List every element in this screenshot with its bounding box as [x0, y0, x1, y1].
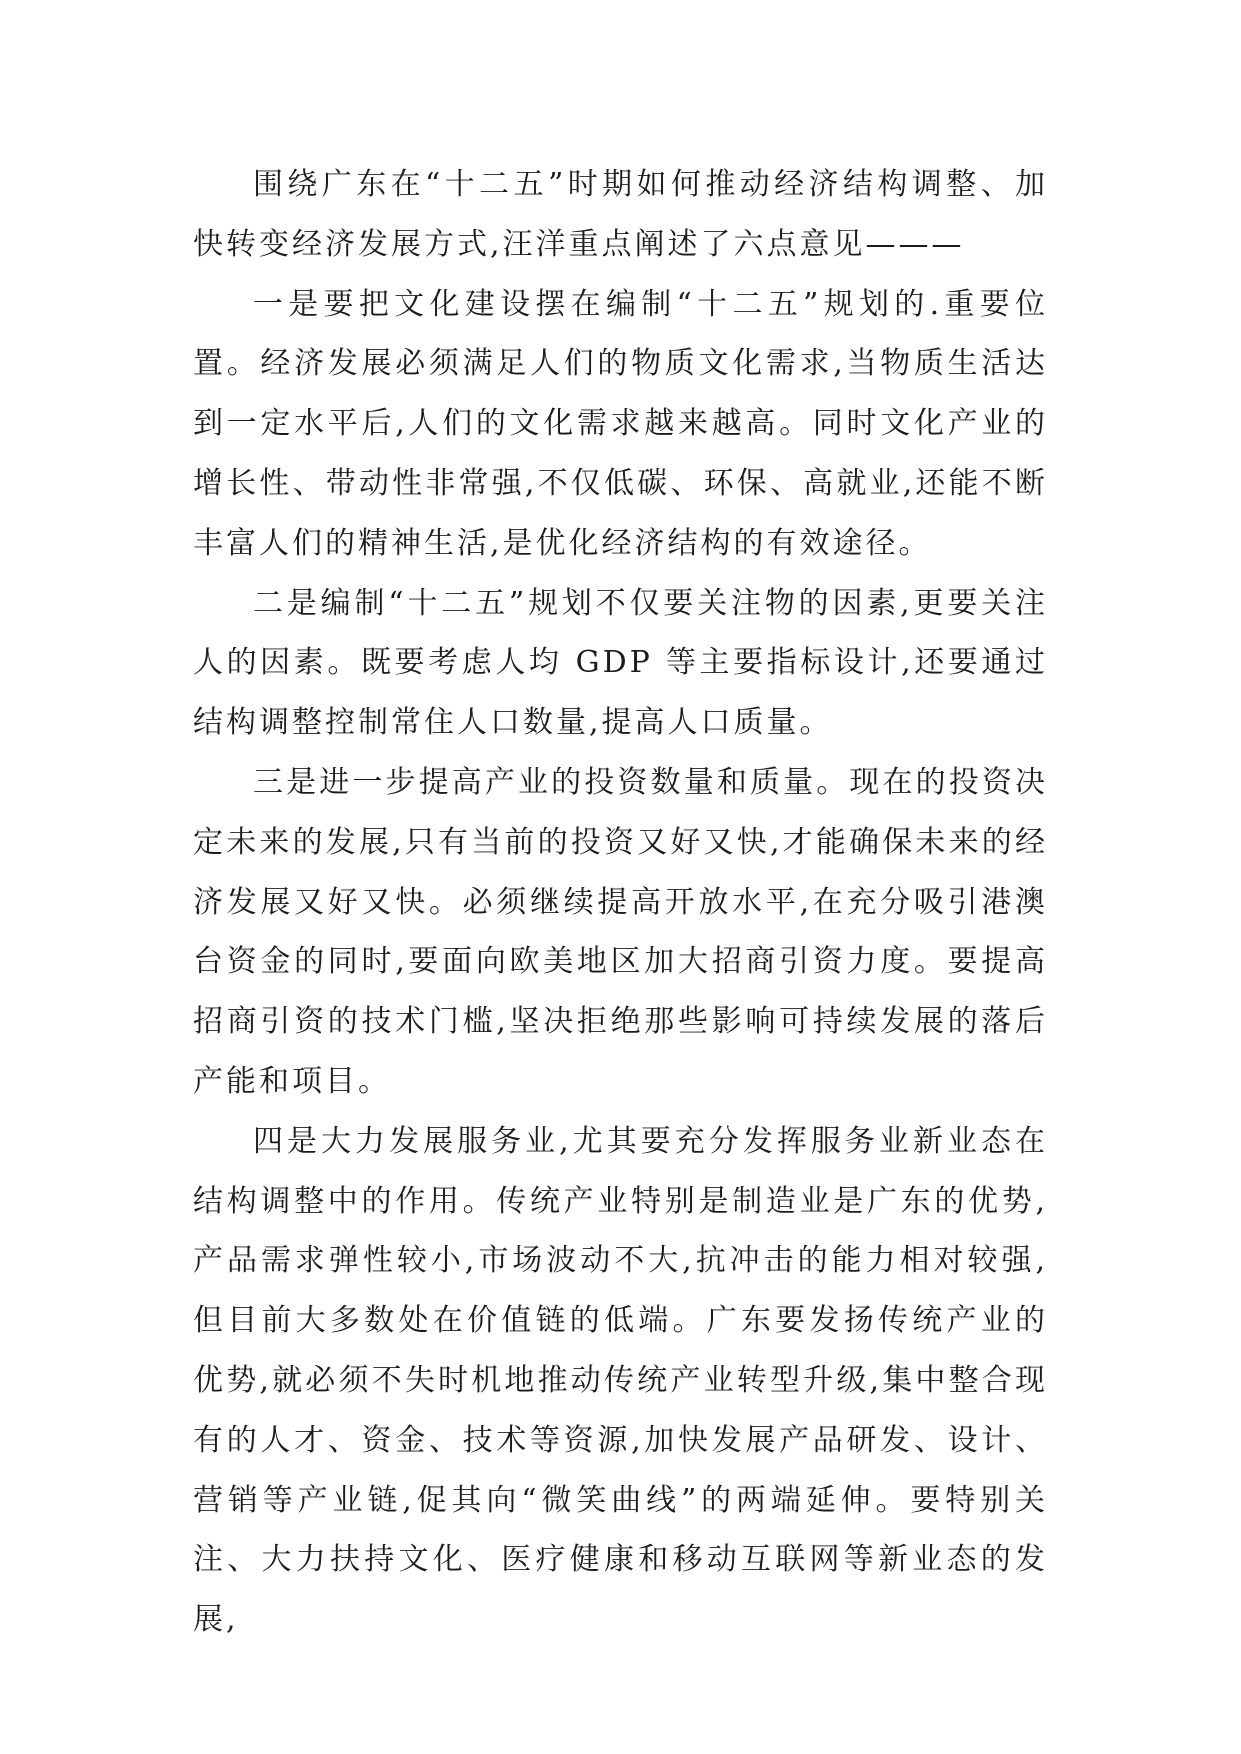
paragraph-point-3: 三是进一步提高产业的投资数量和质量。现在的投资决定未来的发展,只有当前的投资又好又快,才能确保未来的经济发展又好又快。必须继续提高开放水平,在充分吸引港澳台资金的同时,要面向欧美地区加大招商引资力度。要提高招商引资的技术门槛,坚决拒绝那些影响可持续发展的落后产能和项目。: [193, 764, 1048, 1099]
paragraph-point-2: 二是编制“十二五”规划不仅要关注物的因素,更要关注人的因素。既要考虑人均 GDP 等主要指标设计,还要通过结构调整控制常住人口数量,提高人口质量。: [193, 585, 1048, 741]
document-body: [193, 155, 1048, 1650]
paragraph-point-4: 四是大力发展服务业,尤其要充分发挥服务业新业态在结构调整中的作用。传统产业特别是制造业是广东的优势,产品需求弹性较小,市场波动不大,抗冲击的能力相对较强,但目前大多数处在价值链的低端。广东要发扬传统产业的优势,就必须不失时机地推动传统产业转型升级,集中整合现有的人才、资金、技术等资源,加快发展产品研发、设计、营销等产业链,促其向“微笑曲线”的两端延伸。要特别关注、大力扶持文化、医疗健康和移动互联网等新业态的发展,: [193, 1123, 1048, 1638]
paragraph-point-1: 一是要把文化建设摆在编制“十二五”规划的.重要位置。经济发展必须满足人们的物质文化需求,当物质生活达到一定水平后,人们的文化需求越来越高。同时文化产业的增长性、带动性非常强,不仅低碳、环保、高就业,还能不断丰富人们的精神生活,是优化经济结构的有效途径。: [193, 286, 1048, 561]
paragraph-intro: 围绕广东在“十二五”时期如何推动经济结构调整、加快转变经济发展方式,汪洋重点阐述了六点意见———: [193, 167, 1048, 262]
